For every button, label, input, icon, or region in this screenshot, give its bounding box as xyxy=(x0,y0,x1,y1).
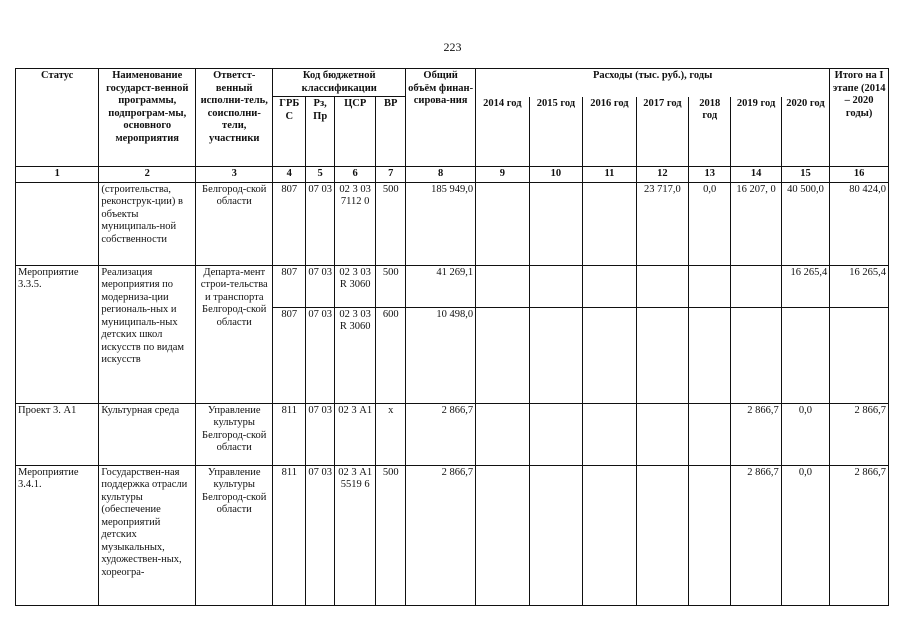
cell-total: 10 498,0 xyxy=(406,307,476,403)
cell-2017 xyxy=(636,403,688,465)
cell-2016 xyxy=(583,307,637,403)
cell-status: Мероприятие 3.4.1. xyxy=(16,465,99,605)
cell-stage-total: 2 866,7 xyxy=(830,403,889,465)
header-total: Общий объём финан-сирова-ния xyxy=(406,69,476,167)
table-row xyxy=(16,403,889,465)
cell-2019: 16 207, 0 xyxy=(731,182,781,265)
cell-rzpr: 07 03 xyxy=(306,465,335,605)
cell-status xyxy=(16,182,99,265)
column-index: 4 xyxy=(273,167,306,183)
cell-2014 xyxy=(476,465,530,605)
cell-2015 xyxy=(529,403,583,465)
cell-name: Культурная среда xyxy=(99,403,196,465)
cell-csr: 02 3 03 7112 0 xyxy=(335,182,376,265)
header-csr: ЦСР xyxy=(335,97,376,167)
cell-csr: 02 3 03 R 3060 xyxy=(335,265,376,307)
cell-vr: 500 xyxy=(376,182,406,265)
cell-vr: 600 xyxy=(376,307,406,403)
cell-name: (строительства, реконструк-ции) в объекты муниципаль-ной собственности xyxy=(99,182,196,265)
column-index: 1 xyxy=(16,167,99,183)
cell-vr: х xyxy=(376,403,406,465)
page-number: 223 xyxy=(443,40,462,54)
table-row xyxy=(16,265,889,307)
column-index: 8 xyxy=(406,167,476,183)
header-vr: ВР xyxy=(376,97,406,167)
cell-2015 xyxy=(529,307,583,403)
cell-2017 xyxy=(636,465,688,605)
column-index: 14 xyxy=(731,167,781,183)
table-row xyxy=(16,465,889,605)
cell-2018: 0,0 xyxy=(689,182,731,265)
header-year-2014: 2014 год xyxy=(476,97,530,167)
cell-2019: 2 866,7 xyxy=(731,465,781,605)
column-index: 3 xyxy=(196,167,273,183)
column-index: 2 xyxy=(99,167,196,183)
cell-2019 xyxy=(731,265,781,307)
header-year-2020: 2020 год xyxy=(781,97,829,167)
header-stage-total: Итого на I этапе (2014 – 2020 годы) xyxy=(830,69,889,167)
cell-2020: 16 265,4 xyxy=(781,265,829,307)
header-budget-code: Код бюджетной классификации xyxy=(273,69,406,97)
cell-grbs: 811 xyxy=(273,465,306,605)
cell-2016 xyxy=(583,182,637,265)
cell-2020: 40 500,0 xyxy=(781,182,829,265)
cell-2020 xyxy=(781,307,829,403)
cell-2014 xyxy=(476,182,530,265)
cell-2019 xyxy=(731,307,781,403)
table-row xyxy=(16,182,889,265)
cell-name: Реализация мероприятия по модерниза-ции региональ-ных и муниципаль-ных детских школ искусств по видам искусств xyxy=(99,265,196,403)
header-year-2017: 2017 год xyxy=(636,97,688,167)
cell-2015 xyxy=(529,182,583,265)
cell-2018 xyxy=(689,403,731,465)
header-year-2018: 2018 год xyxy=(689,97,731,167)
cell-2019: 2 866,7 xyxy=(731,403,781,465)
cell-total: 2 866,7 xyxy=(406,403,476,465)
header-year-2015: 2015 год xyxy=(529,97,583,167)
cell-2016 xyxy=(583,403,637,465)
cell-grbs: 807 xyxy=(273,182,306,265)
cell-csr: 02 3 А1 xyxy=(335,403,376,465)
cell-2014 xyxy=(476,307,530,403)
cell-2020: 0,0 xyxy=(781,403,829,465)
header-rzpr: Рз, Пр xyxy=(306,97,335,167)
cell-stage-total: 16 265,4 xyxy=(830,265,889,307)
cell-2018 xyxy=(689,465,731,605)
column-index: 7 xyxy=(376,167,406,183)
column-index: 11 xyxy=(583,167,637,183)
cell-2018 xyxy=(689,307,731,403)
cell-rzpr: 07 03 xyxy=(306,307,335,403)
cell-2020: 0,0 xyxy=(781,465,829,605)
cell-grbs: 807 xyxy=(273,265,306,307)
header-status: Статус xyxy=(16,69,99,167)
cell-responsible: Белгород-ской области xyxy=(196,182,273,265)
cell-2014 xyxy=(476,403,530,465)
cell-vr: 500 xyxy=(376,465,406,605)
cell-status: Мероприятие 3.3.5. xyxy=(16,265,99,403)
column-index: 5 xyxy=(306,167,335,183)
header-responsible: Ответст-венный исполни-тель, соисполни-тели, участники xyxy=(196,69,273,167)
cell-2015 xyxy=(529,265,583,307)
cell-grbs: 807 xyxy=(273,307,306,403)
cell-2018 xyxy=(689,265,731,307)
header-name: Наименование государст-венной программы, подпрограм-мы, основного мероприятия xyxy=(99,69,196,167)
cell-rzpr: 07 03 xyxy=(306,265,335,307)
column-index: 12 xyxy=(636,167,688,183)
header-year-2019: 2019 год xyxy=(731,97,781,167)
cell-responsible: Управление культуры Белгород-ской области xyxy=(196,465,273,605)
column-index: 15 xyxy=(781,167,829,183)
cell-rzpr: 07 03 xyxy=(306,182,335,265)
cell-responsible: Департа-мент строи-тельства и транспорта Белгород-ской области xyxy=(196,265,273,403)
cell-stage-total xyxy=(830,307,889,403)
cell-2015 xyxy=(529,465,583,605)
column-index: 9 xyxy=(476,167,530,183)
column-index: 16 xyxy=(830,167,889,183)
cell-vr: 500 xyxy=(376,265,406,307)
cell-2016 xyxy=(583,265,637,307)
cell-stage-total: 2 866,7 xyxy=(830,465,889,605)
column-index: 13 xyxy=(689,167,731,183)
cell-stage-total: 80 424,0 xyxy=(830,182,889,265)
cell-name: Государствен-ная поддержка отрасли культуры (обеспечение мероприятий детских музыкальных, художествен-ных, хореогра- xyxy=(99,465,196,605)
budget-table xyxy=(15,68,889,606)
column-index: 6 xyxy=(335,167,376,183)
header-expenses: Расходы (тыс. руб.), годы xyxy=(476,69,830,97)
cell-csr: 02 3 03 R 3060 xyxy=(335,307,376,403)
cell-csr: 02 3 А1 5519 6 xyxy=(335,465,376,605)
header-year-2016: 2016 год xyxy=(583,97,637,167)
cell-2017 xyxy=(636,307,688,403)
cell-2017 xyxy=(636,265,688,307)
header-grbs: ГРБ С xyxy=(273,97,306,167)
cell-total: 185 949,0 xyxy=(406,182,476,265)
cell-grbs: 811 xyxy=(273,403,306,465)
cell-2017: 23 717,0 xyxy=(636,182,688,265)
cell-2016 xyxy=(583,465,637,605)
cell-status: Проект 3. А1 xyxy=(16,403,99,465)
cell-responsible: Управление культуры Белгород-ской области xyxy=(196,403,273,465)
column-index: 10 xyxy=(529,167,583,183)
cell-total: 41 269,1 xyxy=(406,265,476,307)
cell-2014 xyxy=(476,265,530,307)
cell-total: 2 866,7 xyxy=(406,465,476,605)
cell-rzpr: 07 03 xyxy=(306,403,335,465)
